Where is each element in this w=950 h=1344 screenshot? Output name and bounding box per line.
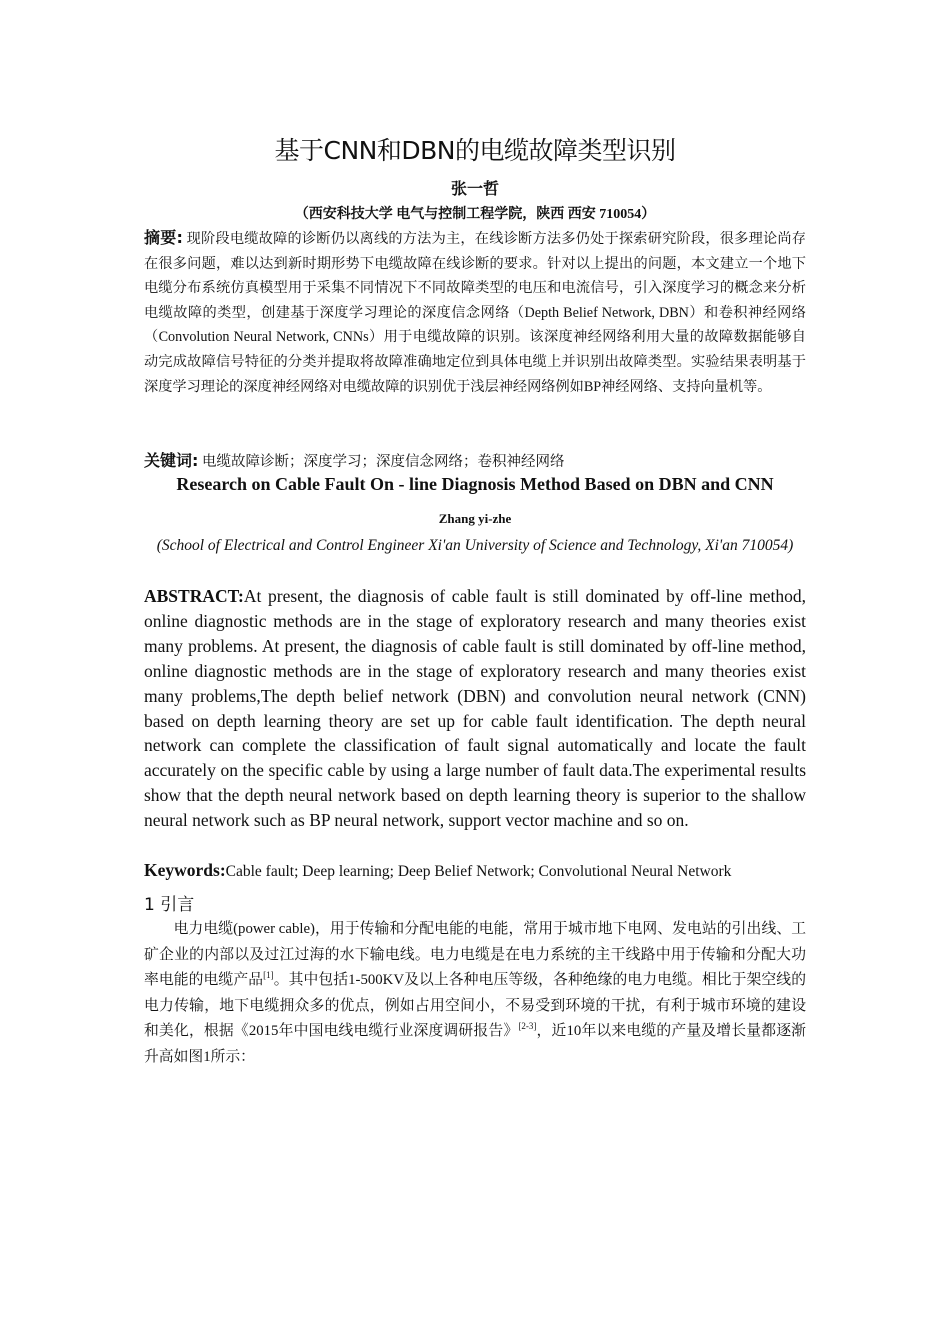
abstract-text-cn: 现阶段电缆故障的诊断仍以离线的方法为主，在线诊断方法多仍处于探索研究阶段，很多理论尚存在很多问题，难以达到新时期形势下电缆故障在线诊断的要求。针对以上提出的问题，本文建立一个地下电缆分布系统仿真模型用于采集不同情况下不同故障类型的电压和电流信号，引入深度学习的概念来分析电缆故障的类型，创建基于深度学习理论的深度信念网络（Depth Belief Network, DBN）和卷积神经网络（Convolution Neural Network, CNNs）用于电缆故障的识别。该深度神经网络利用大量的故障数据能够自动完成故障信号特征的分类并提取将故障准确地定位到具体电缆上并识别出故障类型。实验结果表明基于深度学习理论的深度神经网络对电缆故障的识别优于浅层神经网络例如BP神经网络、支持向量机等。 (144, 231, 806, 395)
affiliation-cn: （西安科技大学 电气与控制工程学院，陕西 西安 710054） (294, 207, 656, 222)
affiliation-en: (School of Electrical and Control Engineer Xi'an University of Science and Technology, Xi'an 710054) (156, 537, 794, 554)
intro-text-part-1: 电力电缆(power cable)，用于传输和分配电能的电能，常用于城市地下电网、发电站的引出线、工矿企业的内部以及过江过海的水下输电线。电力电缆是在电力系统的主干线路中用于传输和分配大功率电能的电缆产品 (144, 921, 806, 989)
abstract-text-en: At present, the diagnosis of cable fault is still dominated by off-line method, online diagnostic methods are in the stage of exploratory research and many theories exist many problems. At present, the diagnosis of cable fault is still dominated by off-line method, online diagnostic methods are in the stage of exploratory research and many theories exist many problems,The depth belief network (DBN) and convolution neural network (CNN) based on depth learning theory are set up for cable fault identification. The depth neural network can complete the classification of fault signal automatically and locate the fault accurately on the specific cable by using a large number of fault data.The experimental results show that the depth neural network based on depth learning theory is superior to the shallow neural network such as BP neural network, support vector machine and so on. (144, 586, 806, 831)
introduction-paragraph (144, 917, 806, 1071)
keywords-label-cn: 关键词: (144, 451, 199, 470)
paper-title-cn: 基于CNN和DBN的电缆故障类型识别 (274, 136, 676, 165)
keywords-text-en: Cable fault; Deep learning; Deep Belief Network; Convolutional Neural Network (225, 863, 732, 880)
author-name-cn: 张一哲 (450, 179, 499, 198)
introduction-body (144, 917, 806, 1071)
citation-2-3: [2-3] (518, 1021, 537, 1032)
citation-1: [1] (263, 970, 274, 981)
author-name-en: Zhang yi-zhe (438, 511, 512, 526)
paper-title-en: Research on Cable Fault On - line Diagnosis Method Based on DBN and CNN (176, 474, 774, 494)
abstract-label-en: ABSTRACT: (144, 586, 244, 606)
intro-text-part-3: ，近10年以来电缆的产量及增长量都逐渐升高如图1所示： (144, 1023, 806, 1065)
section-heading-introduction: 1 引言 (144, 895, 195, 915)
keywords-label-en: Keywords: (144, 860, 226, 880)
keywords-text-cn: 电缆故障诊断；深度学习；深度信念网络；卷积神经网络 (202, 454, 565, 470)
abstract-label-cn: 摘要: (144, 228, 183, 247)
abstract-cn (144, 226, 806, 399)
intro-text-part-2: 。其中包括1-500KV及以上各种电压等级，各种绝缘的电力电缆。相比于架空线的电力传输，地下电缆拥众多的优点，例如占用空间小，不易受到环境的干扰，有利于城市环境的建设和美化，根据《2015年中国电线电缆行业深度调研报告》 (144, 972, 806, 1040)
keywords-cn (144, 450, 806, 473)
keywords-en (144, 858, 806, 884)
abstract-en (144, 584, 806, 833)
